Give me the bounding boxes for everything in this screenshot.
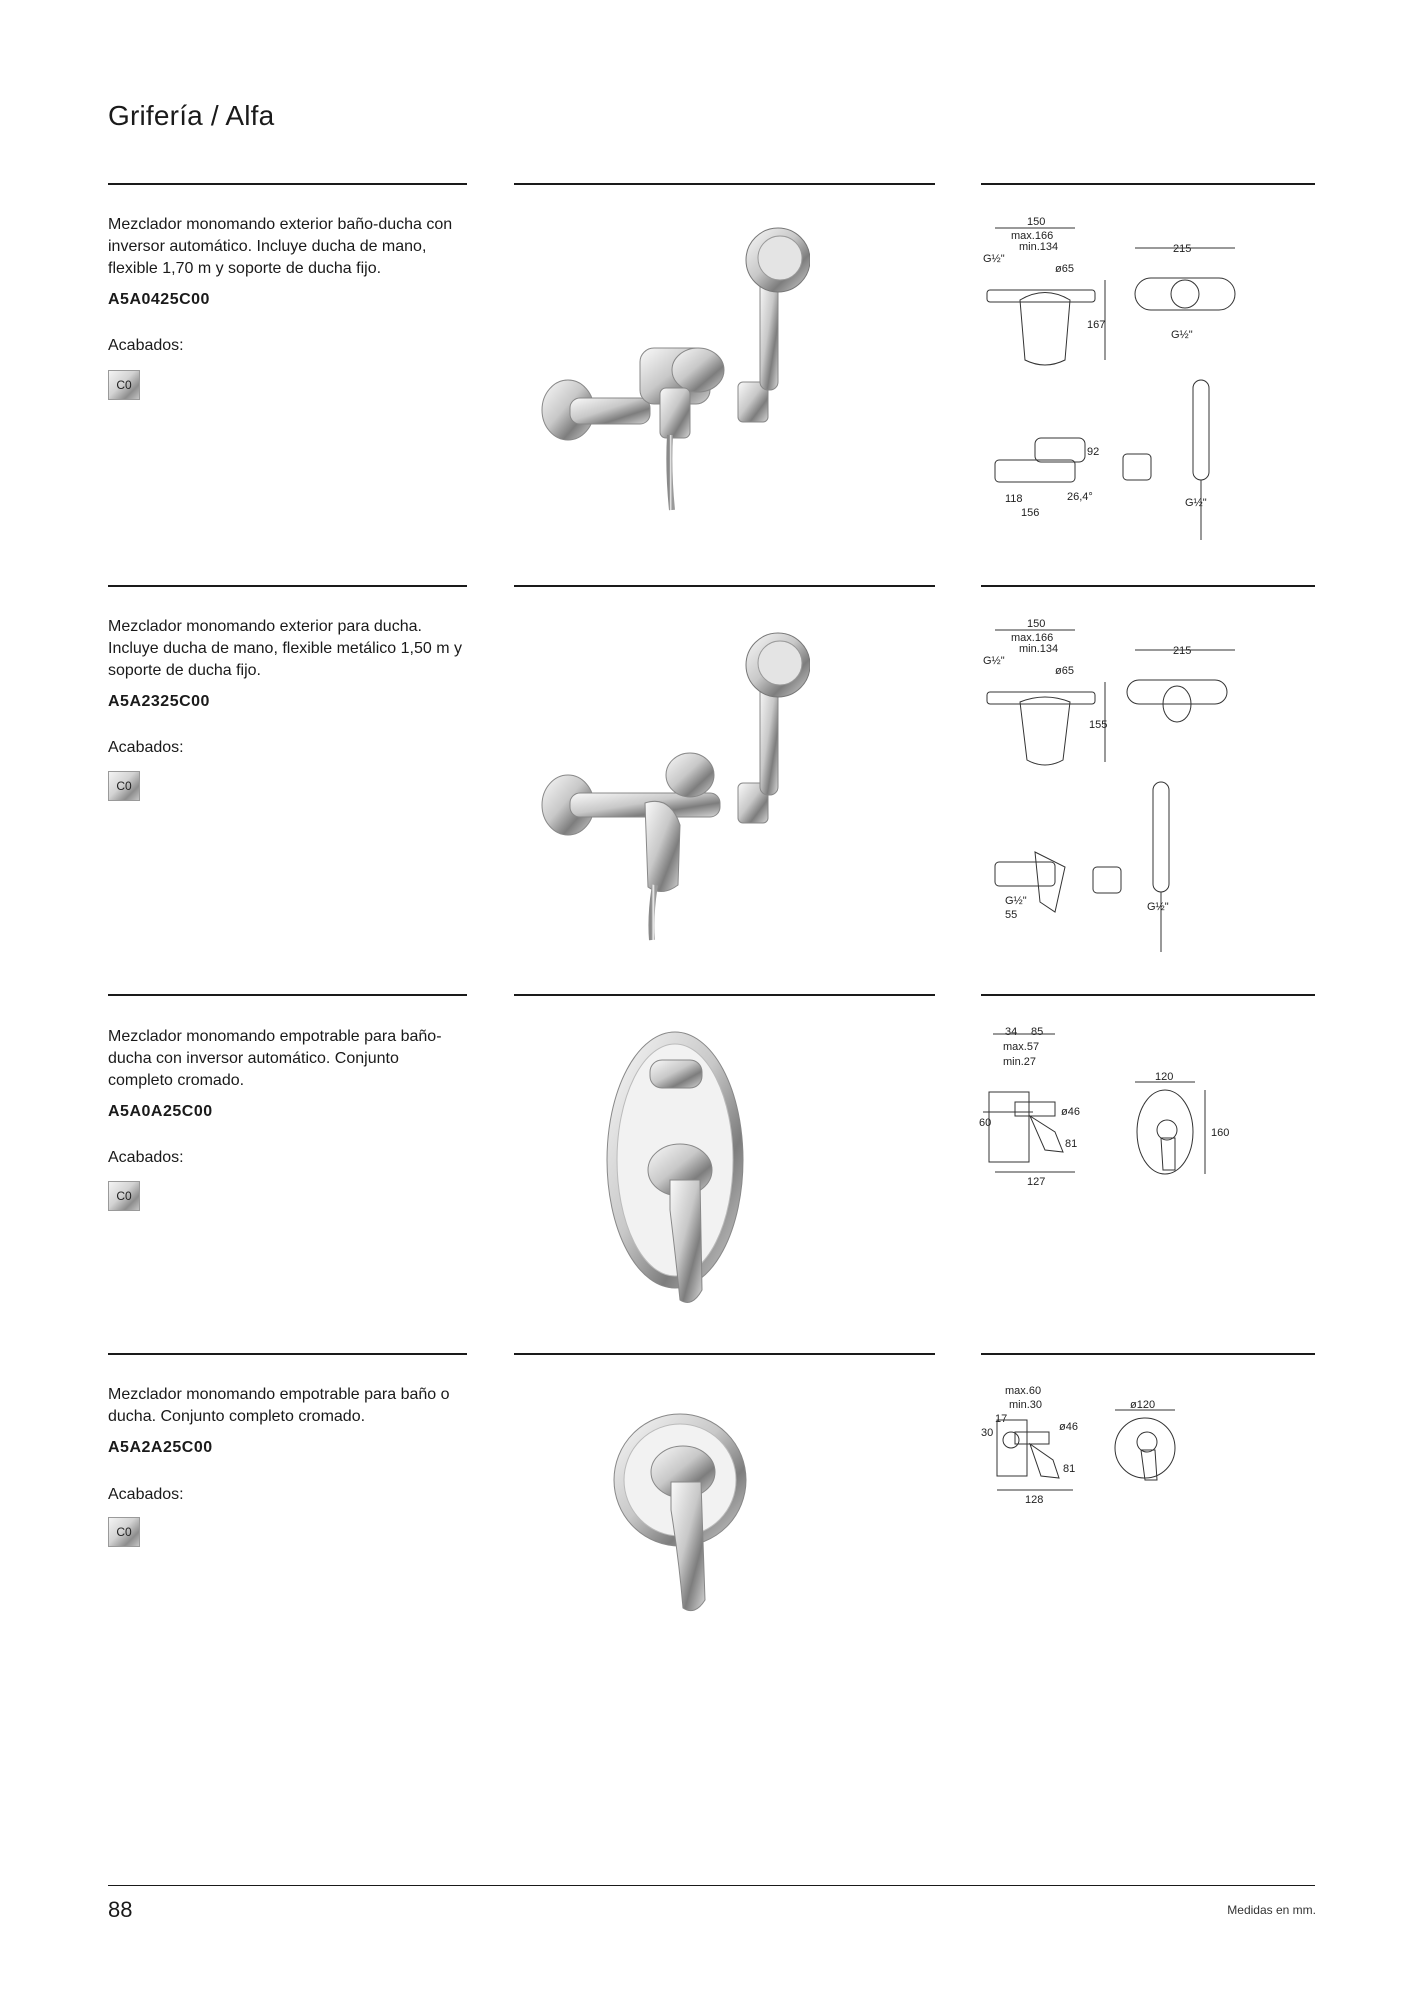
product-description: Mezclador monomando exterior baño-ducha con inversor automático. Incluye ducha de mano, flexible 1,70 m y soporte de ducha fijo.	[108, 216, 453, 277]
product-photo-built-in-mixer	[605, 1410, 755, 1620]
technical-drawing	[975, 1022, 1315, 1202]
dim-label: ø46	[1059, 1421, 1078, 1433]
dim-label: max.60	[1005, 1385, 1042, 1397]
dim-label: min.30	[1009, 1399, 1043, 1411]
dim-label: 60	[979, 1117, 992, 1129]
finish-swatch-chrome: C0	[108, 771, 140, 801]
dim-label: 17	[995, 1413, 1008, 1425]
technical-drawing	[975, 612, 1315, 962]
section-divider	[981, 1353, 1315, 1355]
dim-label: 81	[1063, 1463, 1076, 1475]
dim-label: G½"	[1147, 901, 1169, 913]
dim-label: 160	[1211, 1127, 1230, 1139]
section-divider	[981, 585, 1315, 587]
finishes-label: Acabados:	[108, 1149, 184, 1166]
dim-label: 156	[1021, 507, 1040, 519]
units-footnote: Medidas en mm.	[1227, 1903, 1316, 1917]
dim-label: 120	[1155, 1071, 1174, 1083]
page-title: Grifería / Alfa	[108, 100, 275, 131]
dim-label: 118	[1005, 493, 1023, 505]
section-divider	[108, 585, 467, 587]
dim-label: 85	[1031, 1026, 1044, 1038]
product-photo-bath-shower-mixer	[530, 220, 810, 520]
dim-label: 167	[1087, 319, 1106, 331]
dim-label: 150	[1027, 216, 1046, 228]
dim-label: 128	[1025, 1494, 1044, 1506]
dim-label: 34	[1005, 1026, 1018, 1038]
finishes-label: Acabados:	[108, 1486, 184, 1503]
dim-label: G½"	[1185, 497, 1207, 509]
section-divider	[108, 1353, 467, 1355]
dim-label: min.134	[1019, 643, 1059, 655]
product-photo-built-in-bath-shower-mixer	[600, 1010, 760, 1310]
dim-label: 215	[1173, 645, 1192, 657]
footer-divider	[108, 1885, 1315, 1886]
dim-label: G½"	[983, 655, 1005, 667]
finish-swatch-chrome: C0	[108, 1181, 140, 1211]
section-divider	[514, 994, 935, 996]
dim-label: min.27	[1003, 1056, 1037, 1068]
dim-label: max.166	[1011, 230, 1054, 242]
dim-label: G½"	[1005, 895, 1027, 907]
dim-label: ø65	[1055, 263, 1074, 275]
section-divider	[981, 994, 1315, 996]
product-code: A5A2325C00	[108, 693, 210, 710]
dim-label: 155	[1089, 719, 1108, 731]
page-number: 88	[108, 1897, 133, 1922]
dim-label: 92	[1087, 446, 1100, 458]
product-code: A5A0A25C00	[108, 1103, 213, 1120]
dim-label: 215	[1173, 243, 1192, 255]
dim-label: G½"	[983, 253, 1005, 265]
dim-label: min.134	[1019, 241, 1059, 253]
technical-drawing	[975, 1380, 1315, 1520]
finish-swatch-chrome: C0	[108, 370, 140, 400]
finish-swatch-chrome: C0	[108, 1517, 140, 1547]
dim-label: G½"	[1171, 329, 1193, 341]
section-divider	[514, 1353, 935, 1355]
section-divider	[108, 994, 467, 996]
dim-label: max.57	[1003, 1041, 1040, 1053]
dim-label: 150	[1027, 618, 1046, 630]
product-code: A5A0425C00	[108, 291, 210, 308]
dim-label: 81	[1065, 1138, 1078, 1150]
dim-label: 30	[981, 1427, 994, 1439]
finishes-label: Acabados:	[108, 337, 184, 354]
product-code: A5A2A25C00	[108, 1439, 213, 1456]
product-description: Mezclador monomando empotrable para baño o ducha. Conjunto completo cromado.	[108, 1386, 450, 1425]
finishes-label: Acabados:	[108, 739, 184, 756]
product-photo-shower-mixer	[530, 625, 810, 945]
product-description: Mezclador monomando empotrable para baño-ducha con inversor automático. Conjunto completo cromado.	[108, 1028, 442, 1089]
dim-label: ø120	[1130, 1399, 1156, 1411]
dim-label: ø46	[1061, 1106, 1080, 1118]
dim-label: 55	[1005, 909, 1018, 921]
technical-drawing	[975, 210, 1315, 550]
dim-label: 26,4°	[1067, 491, 1093, 503]
dim-label: ø65	[1055, 665, 1074, 677]
section-divider	[514, 183, 935, 185]
section-divider	[981, 183, 1315, 185]
product-description: Mezclador monomando exterior para ducha. Incluye ducha de mano, flexible metálico 1,50 m y soporte de ducha fijo.	[108, 618, 462, 679]
dim-label: 127	[1027, 1176, 1046, 1188]
section-divider	[514, 585, 935, 587]
section-divider	[108, 183, 467, 185]
dim-label: max.166	[1011, 632, 1054, 644]
